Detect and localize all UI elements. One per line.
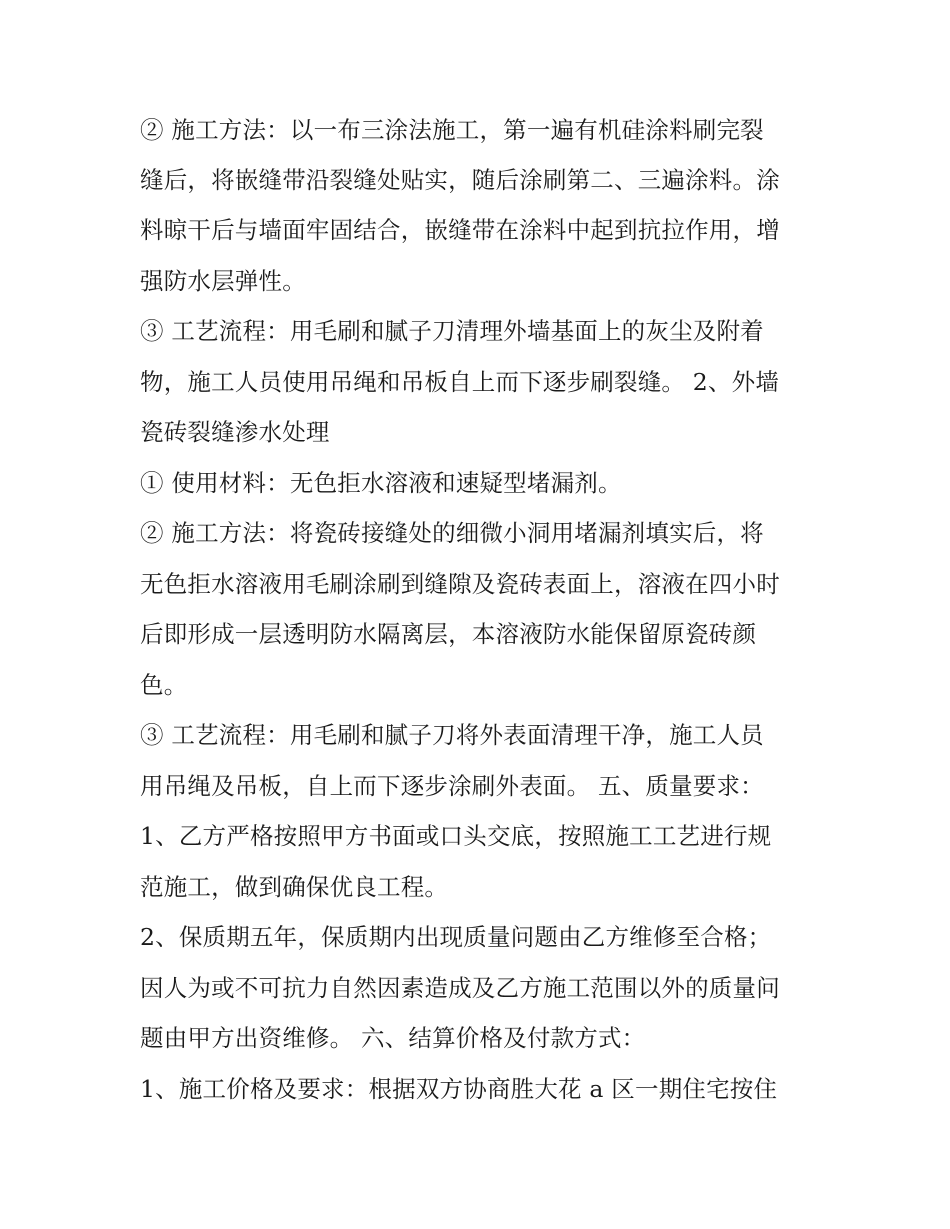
text-line: 用吊绳及吊板，自上而下逐步涂刷外表面。 五、质量要求： — [140, 772, 764, 800]
text-line: 后即形成一层透明防水隔离层，本溶液防水能保留原瓷砖颜 — [140, 620, 757, 648]
text-line: ② 施工方法：以一布三涂法施工，第一遍有机硅涂料刷完裂 — [140, 116, 764, 144]
text-line: ① 使用材料：无色拒水溶液和速疑型堵漏剂。 — [140, 469, 622, 497]
text-line: 无色拒水溶液用毛刷涂刷到缝隙及瓷砖表面上，溶液在四小时 — [140, 570, 780, 598]
text-line: 料晾干后与墙面牢固结合，嵌缝带在涂料中起到抗拉作用，增 — [140, 216, 780, 244]
text-line: 2、保质期五年，保质期内出现质量问题由乙方维修至合格； — [140, 923, 772, 951]
text-line: 强防水层弹性。 — [140, 267, 306, 295]
text-line: 物，施工人员使用吊绳和吊板自上而下逐步刷裂缝。 2、外墙 — [140, 368, 780, 396]
text-line: 1、施工价格及要求：根据双方协商胜大花 a 区一期住宅按住 — [140, 1075, 778, 1103]
text-line: 因人为或不可抗力自然因素造成及乙方施工范围以外的质量问 — [140, 974, 780, 1002]
text-line: 缝后，将嵌缝带沿裂缝处贴实，随后涂刷第二、三遍涂料。涂 — [140, 166, 780, 194]
text-line: 色。 — [140, 671, 188, 699]
text-line: ③ 工艺流程：用毛刷和腻子刀清理外墙基面上的灰尘及附着 — [140, 317, 764, 345]
text-line: 题由甲方出资维修。 六、结算价格及付款方式： — [140, 1024, 646, 1052]
text-line: 瓷砖裂缝渗水处理 — [140, 418, 330, 446]
text-line: ② 施工方法：将瓷砖接缝处的细微小洞用堵漏剂填实后，将 — [140, 519, 764, 547]
text-line: 范施工，做到确保优良工程。 — [140, 873, 449, 901]
text-line: 1、乙方严格按照甲方书面或口头交底，按照施工工艺进行规 — [140, 822, 772, 850]
text-line: ③ 工艺流程：用毛刷和腻子刀将外表面清理干净，施工人员 — [140, 721, 764, 749]
